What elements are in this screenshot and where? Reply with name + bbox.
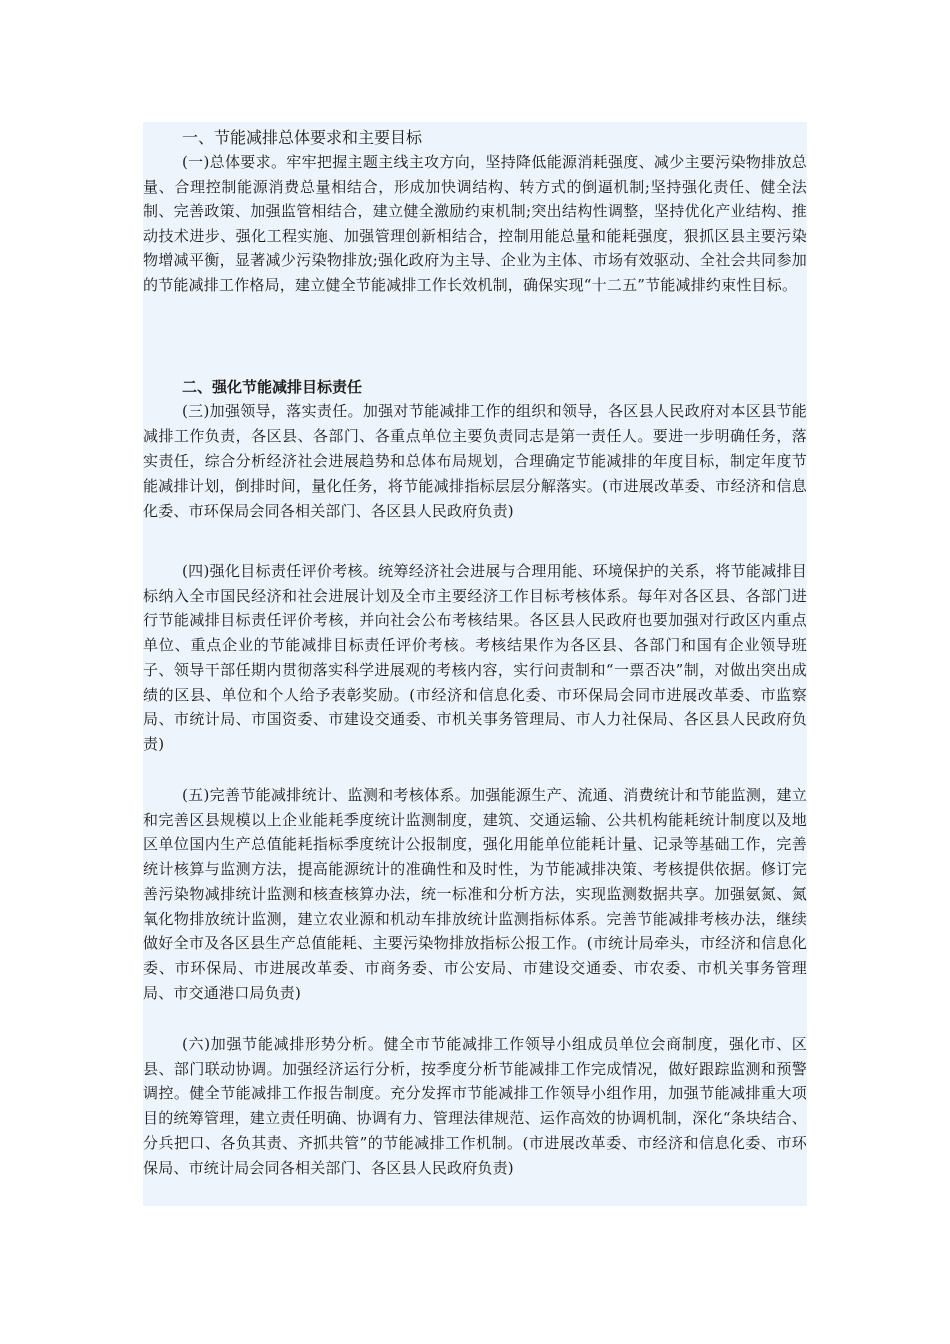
paragraph-situation-analysis: (六)加强节能减排形势分析。健全市节能减排工作领导小组成员单位会商制度，强化市、区县、部门联动协调。加强经济运行分析，按季度分析节能减排工作完成情况，做好跟踪监测和预警调控。健全节能减排工作报告制度。充分发挥市节能减排工作领导小组作用，加强节能减排重大项目的统筹管理，建立责任明确、协调有力、管理法律规范、运作高效的协调机制，深化“条块结合、分兵把口、各负其责、齐抓共管”的节能减排工作机制。(市进展改革委、市经济和信息化委、市环保局、市统计局会同各相关部门、各区县人民政府负责) <box>143 1035 807 1177</box>
document-page <box>143 122 807 1206</box>
section-2-heading: 二、强化节能减排目标责任 <box>182 378 363 396</box>
paragraph-overall-requirements: (一)总体要求。牢牢把握主题主线主攻方向，坚持降低能源消耗强度、减少主要污染物排放总量、合理控制能源消费总量相结合，形成加快调结构、转方式的倒逼机制;坚持强化责任、健全法制、完善政策、加强监管相结合，建立健全激励约束机制;突出结构性调整，坚持优化产业结构、推动技术进步、强化工程实施、加强管理创新相结合，控制用能总量和能耗强度，狠抓区县主要污染物增减平衡，显著减少污染物排放;强化政府为主导、企业为主体、市场有效驱动、全社会共同参加的节能减排工作格局，建立健全节能减排工作长效机制，确保实现“十二五”节能减排约束性目标。 <box>143 153 807 294</box>
section-1-heading: 一、节能减排总体要求和主要目标 <box>182 128 423 147</box>
paragraph-leadership-responsibility: (三)加强领导，落实责任。加强对节能减排工作的组织和领导，各区县人民政府对本区县节能减排工作负责，各区县、各部门、各重点单位主要负责同志是第一责任人。要进一步明确任务，落实责任，综合分析经济社会进展趋势和总体布局规划，合理确定节能减排的年度目标，制定年度节能减排计划，倒排时间，量化任务，将节能减排指标层层分解落实。(市进展改革委、市经济和信息化委、市环保局会同各相关部门、各区县人民政府负责) <box>143 402 807 520</box>
paragraph-target-evaluation: (四)强化目标责任评价考核。统筹经济社会进展与合理用能、环境保护的关系，将节能减排目标纳入全市国民经济和社会进展计划及全市主要经济工作目标考核体系。每年对各区县、各部门进行节能减排目标责任评价考核，并向社会公布考核结果。各区县人民政府也要加强对行政区内重点单位、重点企业的节能减排目标责任评价考核。考核结果作为各区县、各部门和国有企业领导班子、领导干部任期内贯彻落实科学进展观的考核内容，实行问责制和“一票否决”制，对做出突出成绩的区县、单位和个人给予表彰奖励。(市经济和信息化委、市环保局会同市进展改革委、市监察局、市统计局、市国资委、市建设交通委、市机关事务管理局、市人力社保局、各区县人民政府负责) <box>143 562 807 753</box>
paragraph-statistics-monitoring: (五)完善节能减排统计、监测和考核体系。加强能源生产、流通、消费统计和节能监测，建立和完善区县规模以上企业能耗季度统计监测制度，建筑、交通运输、公共机构能耗统计制度以及地区单位国内生产总值能耗指标季度统计公报制度，强化用能单位能耗计量、记录等基础工作，完善统计核算与监测方法，提高能源统计的准确性和及时性，为节能减排决策、考核提供依据。修订完善污染物减排统计监测和核查核算办法，统一标准和分析方法，实现监测数据共享。加强氨氮、氮氧化物排放统计监测，建立农业源和机动车排放统计监测指标体系。完善节能减排考核办法，继续做好全市及各区县生产总值能耗、主要污染物排放指标公报工作。(市统计局牵头，市经济和信息化委、市环保局、市进展改革委、市商务委、市公安局、市建设交通委、市农委、市机关事务管理局、市交通港口局负责) <box>143 786 807 1002</box>
